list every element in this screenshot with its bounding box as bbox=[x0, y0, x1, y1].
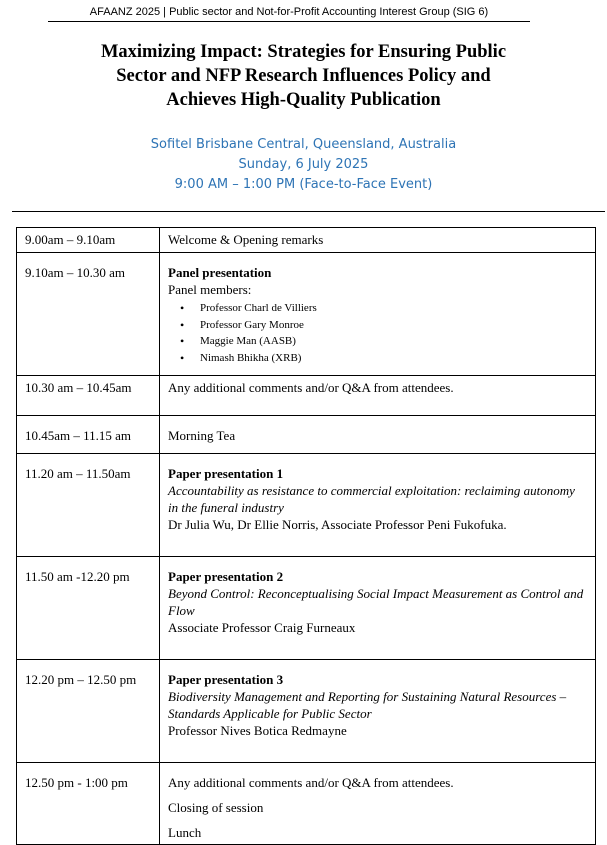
paper-heading: Paper presentation 3 bbox=[168, 672, 284, 687]
paper-authors: Professor Nives Botica Redmayne bbox=[168, 723, 347, 738]
list-item: • Professor Charl de Villiers bbox=[200, 300, 587, 317]
agenda-time: 11.50 am -12.20 pm bbox=[17, 557, 160, 660]
event-date: Sunday, 6 July 2025 bbox=[238, 157, 369, 172]
agenda-row bbox=[17, 416, 596, 454]
agenda-row bbox=[17, 376, 596, 416]
paper-title: Accountability as resistance to commercial exploitation: reclaiming autonomy in the funeral industry bbox=[168, 483, 575, 515]
agenda-time: 9.00am – 9.10am bbox=[17, 228, 160, 253]
agenda-item: Welcome & Opening remarks bbox=[160, 228, 596, 253]
panel-heading: Panel presentation bbox=[168, 265, 272, 280]
paper-authors: Associate Professor Craig Furneaux bbox=[168, 620, 356, 635]
agenda-time: 12.50 pm - 1:00 pm bbox=[17, 763, 160, 845]
closing-qa: Any additional comments and/or Q&A from attendees. bbox=[168, 775, 454, 790]
document-title bbox=[20, 40, 587, 112]
event-time: 9:00 AM – 1:00 PM (Face-to-Face Event) bbox=[174, 177, 433, 192]
list-item: • Nimash Bhikha (XRB) bbox=[200, 350, 587, 367]
agenda-item bbox=[160, 763, 596, 845]
agenda-item bbox=[160, 454, 596, 557]
paper-heading: Paper presentation 2 bbox=[168, 569, 284, 584]
agenda-row bbox=[17, 660, 596, 763]
event-venue: Sofitel Brisbane Central, Queensland, Australia bbox=[150, 137, 457, 152]
agenda-item bbox=[160, 253, 596, 376]
title-line: Sector and NFP Research Influences Policy and bbox=[116, 66, 491, 86]
list-item: • Maggie Man (AASB) bbox=[200, 333, 587, 350]
paper-authors: Dr Julia Wu, Dr Ellie Norris, Associate Professor Peni Fukofuka. bbox=[168, 517, 507, 532]
agenda-time: 11.20 am – 11.50am bbox=[17, 454, 160, 557]
panel-subheading: Panel members: bbox=[168, 282, 252, 297]
paper-title: Biodiversity Management and Reporting for Sustaining Natural Resources – Standards Applicable for Public Sector bbox=[168, 689, 567, 721]
agenda-row bbox=[17, 454, 596, 557]
paper-heading: Paper presentation 1 bbox=[168, 466, 284, 481]
paper-title: Beyond Control: Reconceptualising Social Impact Measurement as Control and Flow bbox=[168, 586, 584, 618]
divider bbox=[12, 211, 605, 212]
agenda-item: Morning Tea bbox=[160, 416, 596, 454]
event-details bbox=[0, 135, 607, 195]
agenda-row bbox=[17, 253, 596, 376]
agenda-row bbox=[17, 763, 596, 845]
agenda-table bbox=[16, 227, 596, 845]
panel-members-list bbox=[168, 300, 587, 366]
closing-session: Closing of session bbox=[168, 800, 264, 815]
title-line: Achieves High-Quality Publication bbox=[166, 90, 441, 110]
title-line: Maximizing Impact: Strategies for Ensuring Public bbox=[100, 42, 507, 62]
list-item: • Professor Gary Monroe bbox=[200, 317, 587, 334]
agenda-time: 12.20 pm – 12.50 pm bbox=[17, 660, 160, 763]
document-header: AFAANZ 2025 | Public sector and Not-for-Profit Accounting Interest Group (SIG 6) bbox=[48, 6, 530, 22]
agenda-row bbox=[17, 228, 596, 253]
agenda-time: 10.45am – 11.15 am bbox=[17, 416, 160, 454]
agenda-time: 10.30 am – 10.45am bbox=[17, 376, 160, 416]
agenda-item bbox=[160, 660, 596, 763]
agenda-row bbox=[17, 557, 596, 660]
agenda-item bbox=[160, 557, 596, 660]
lunch: Lunch bbox=[168, 825, 202, 840]
agenda-item: Any additional comments and/or Q&A from attendees. bbox=[160, 376, 596, 416]
agenda-time: 9.10am – 10.30 am bbox=[17, 253, 160, 376]
